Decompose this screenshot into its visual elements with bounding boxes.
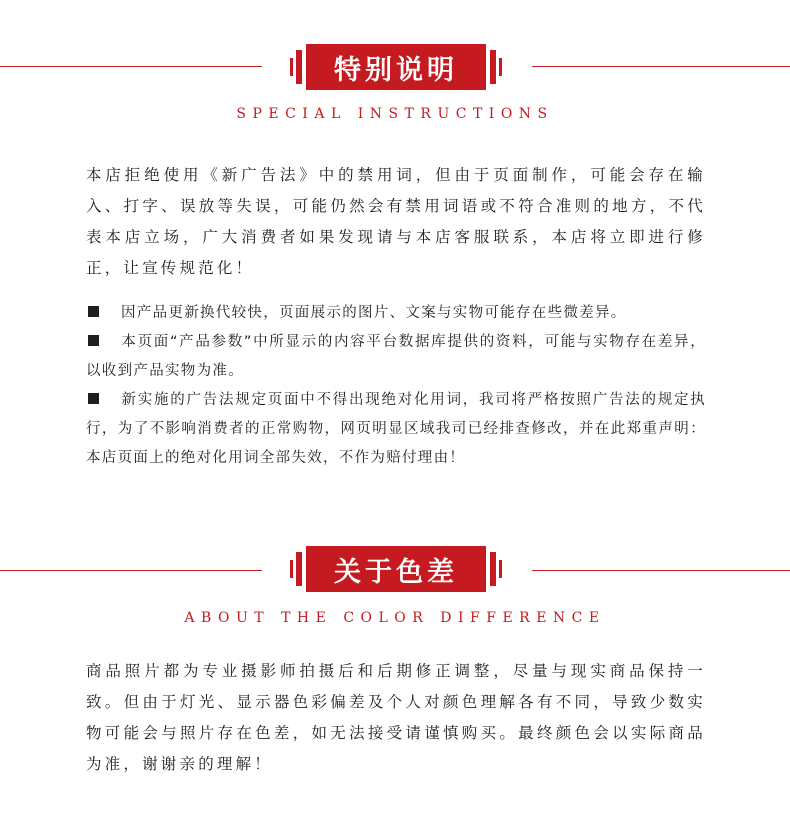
header-rule-left bbox=[0, 570, 262, 571]
list-item: 因产品更新换代较快，页面展示的图片、文案与实物可能存在些微差异。 bbox=[86, 299, 706, 328]
section-title-stamp bbox=[306, 44, 486, 90]
header-rule-right bbox=[532, 66, 790, 67]
list-item: 新实施的广告法规定页面中不得出现绝对化用词，我司将严格按照广告法的规定执行，为了不影响消费者的正常购物，网页明显区域我司已经排查修改，并在此郑重声明：本店页面上的绝对化用词全部失效，不作为赔付理由！ bbox=[86, 392, 706, 466]
section-title: 特别说明 bbox=[334, 54, 458, 86]
header-rule-right bbox=[532, 570, 790, 571]
square-bullet-icon bbox=[88, 335, 99, 346]
section-title-stamp bbox=[306, 546, 486, 592]
section-subtitle: SPECIAL INSTRUCTIONS bbox=[236, 106, 554, 122]
disclaimer-paragraph: 本店拒绝使用《新广告法》中的禁用词，但由于页面制作，可能会存在输入、打字、误放等失误，可能仍然会有禁用词语或不符合准则的地方，不代表本店立场，广大消费者如果发现请与本店客服联系，本店将立即进行修正，让宣传规范化！ bbox=[86, 166, 706, 277]
header-rule-left bbox=[0, 66, 262, 67]
list-item: 本页面“产品参数”中所显示的内容平台数据库提供的资料，可能与实物存在差异，以收到产品实物为准。 bbox=[86, 334, 706, 379]
color-difference-paragraph: 商品照片都为专业摄影师拍摄后和后期修正调整，尽量与现实商品保持一致。但由于灯光、显示器色彩偏差及个人对颜色理解各有不同，导致少数实物可能会与照片存在色差，如无法接受请谨慎购买。最终颜色会以实际商品为准，谢谢亲的理解！ bbox=[86, 662, 706, 773]
square-bullet-icon bbox=[88, 393, 99, 404]
section-title: 关于色差 bbox=[334, 556, 458, 588]
notice-list bbox=[86, 299, 706, 473]
square-bullet-icon bbox=[88, 306, 99, 317]
section-subtitle: ABOUT THE COLOR DIFFERENCE bbox=[184, 610, 606, 626]
